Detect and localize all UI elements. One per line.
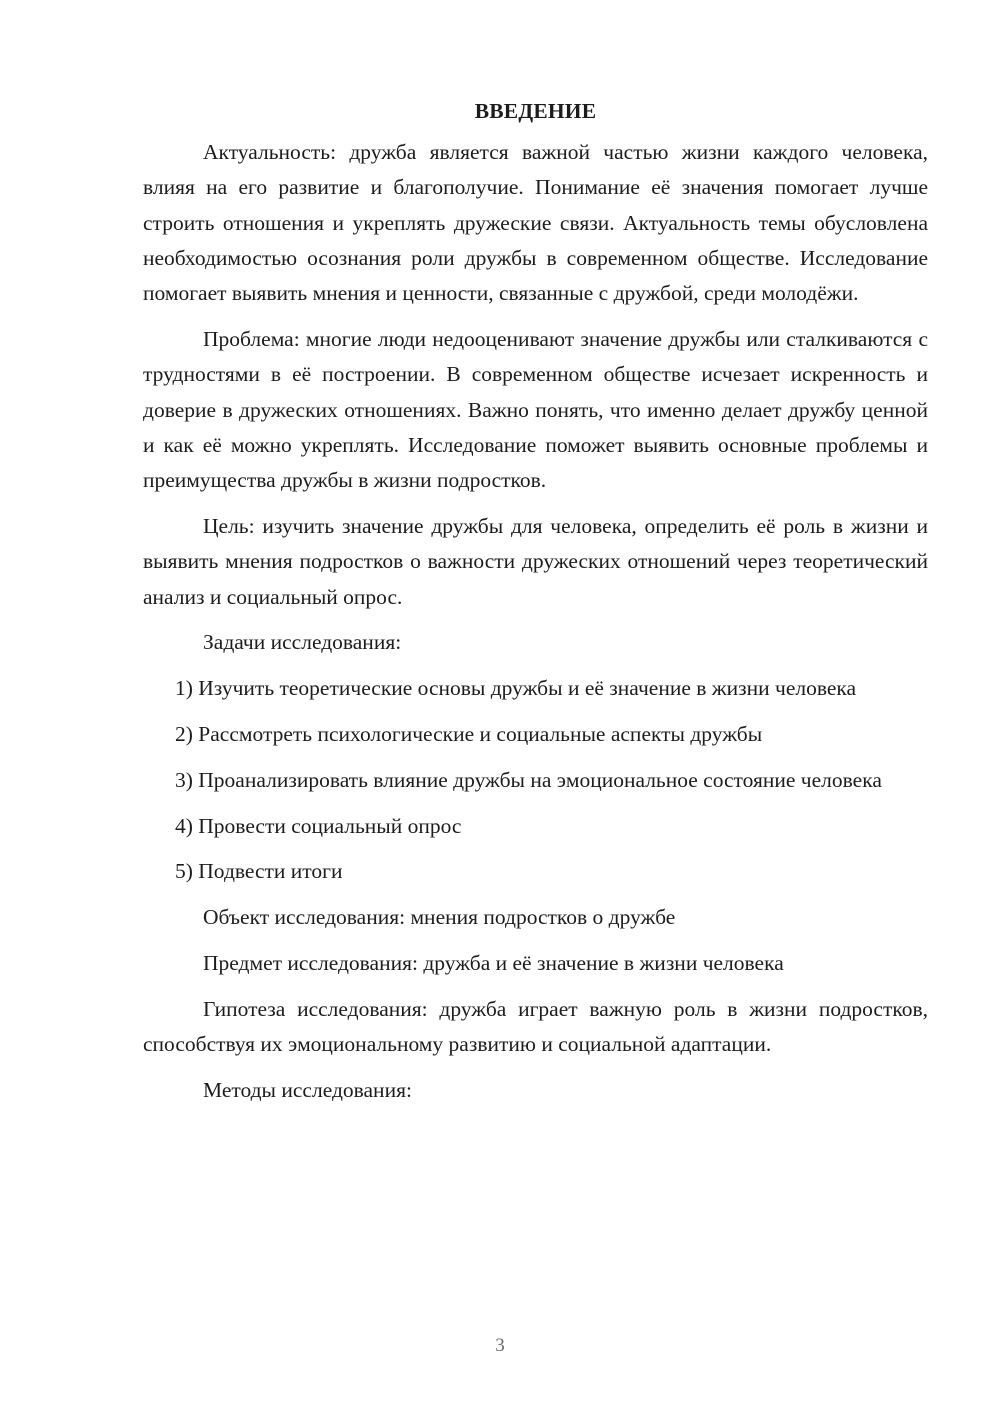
section-title: ВВЕДЕНИЕ [474, 99, 597, 123]
task-item-5: 5) Подвести итоги [175, 859, 343, 884]
paragraph-subject: Предмет исследования: дружба и её значение в жизни человека [203, 950, 784, 975]
paragraph-methods-heading: Методы исследования: [203, 1077, 412, 1102]
task-item-4: 4) Провести социальный опрос [175, 813, 462, 838]
paragraph-relevance: Актуальность: дружба является важной частью жизни каждого человека, влияя на его развитие и благополучие. Понимание её значения помогает лучше строить отношения и укреплять дружеские связи. Актуальность темы обусловлена необходимостью осознания роли дружбы в современном обществе. Исследование помогает выявить мнения и ценности, связанные с дружбой, среди молодёжи. [143, 140, 928, 306]
task-item-3: 3) Проанализировать влияние дружбы на эмоциональное состояние человека [175, 767, 882, 792]
document-body [143, 96, 928, 1119]
task-item-2: 2) Рассмотреть психологические и социальные аспекты дружбы [175, 721, 763, 746]
task-item-1: 1) Изучить теоретические основы дружбы и её значение в жизни человека [175, 676, 857, 701]
paragraph-goal: Цель: изучить значение дружбы для человека, определить её роль в жизни и выявить мнения подростков о важности дружеских отношений через теоретический анализ и социальный опрос. [143, 513, 928, 609]
paragraph-hypothesis: Гипотеза исследования: дружба играет важную роль в жизни подростков, способствуя их эмоциональному развитию и социальной адаптации. [143, 996, 928, 1057]
paragraph-tasks-heading: Задачи исследования: [203, 630, 402, 655]
paragraph-object: Объект исследования: мнения подростков о дружбе [203, 905, 676, 930]
page-number: 3 [495, 1335, 505, 1356]
paragraph-problem: Проблема: многие люди недооценивают значение дружбы или сталкиваются с трудностями в её построении. В современном обществе исчезает искренность и доверие в дружеских отношениях. Важно понять, что именно делает дружбу ценной и как её можно укреплять. Исследование поможет выявить основные проблемы и преимущества дружбы в жизни подростков. [143, 326, 928, 493]
